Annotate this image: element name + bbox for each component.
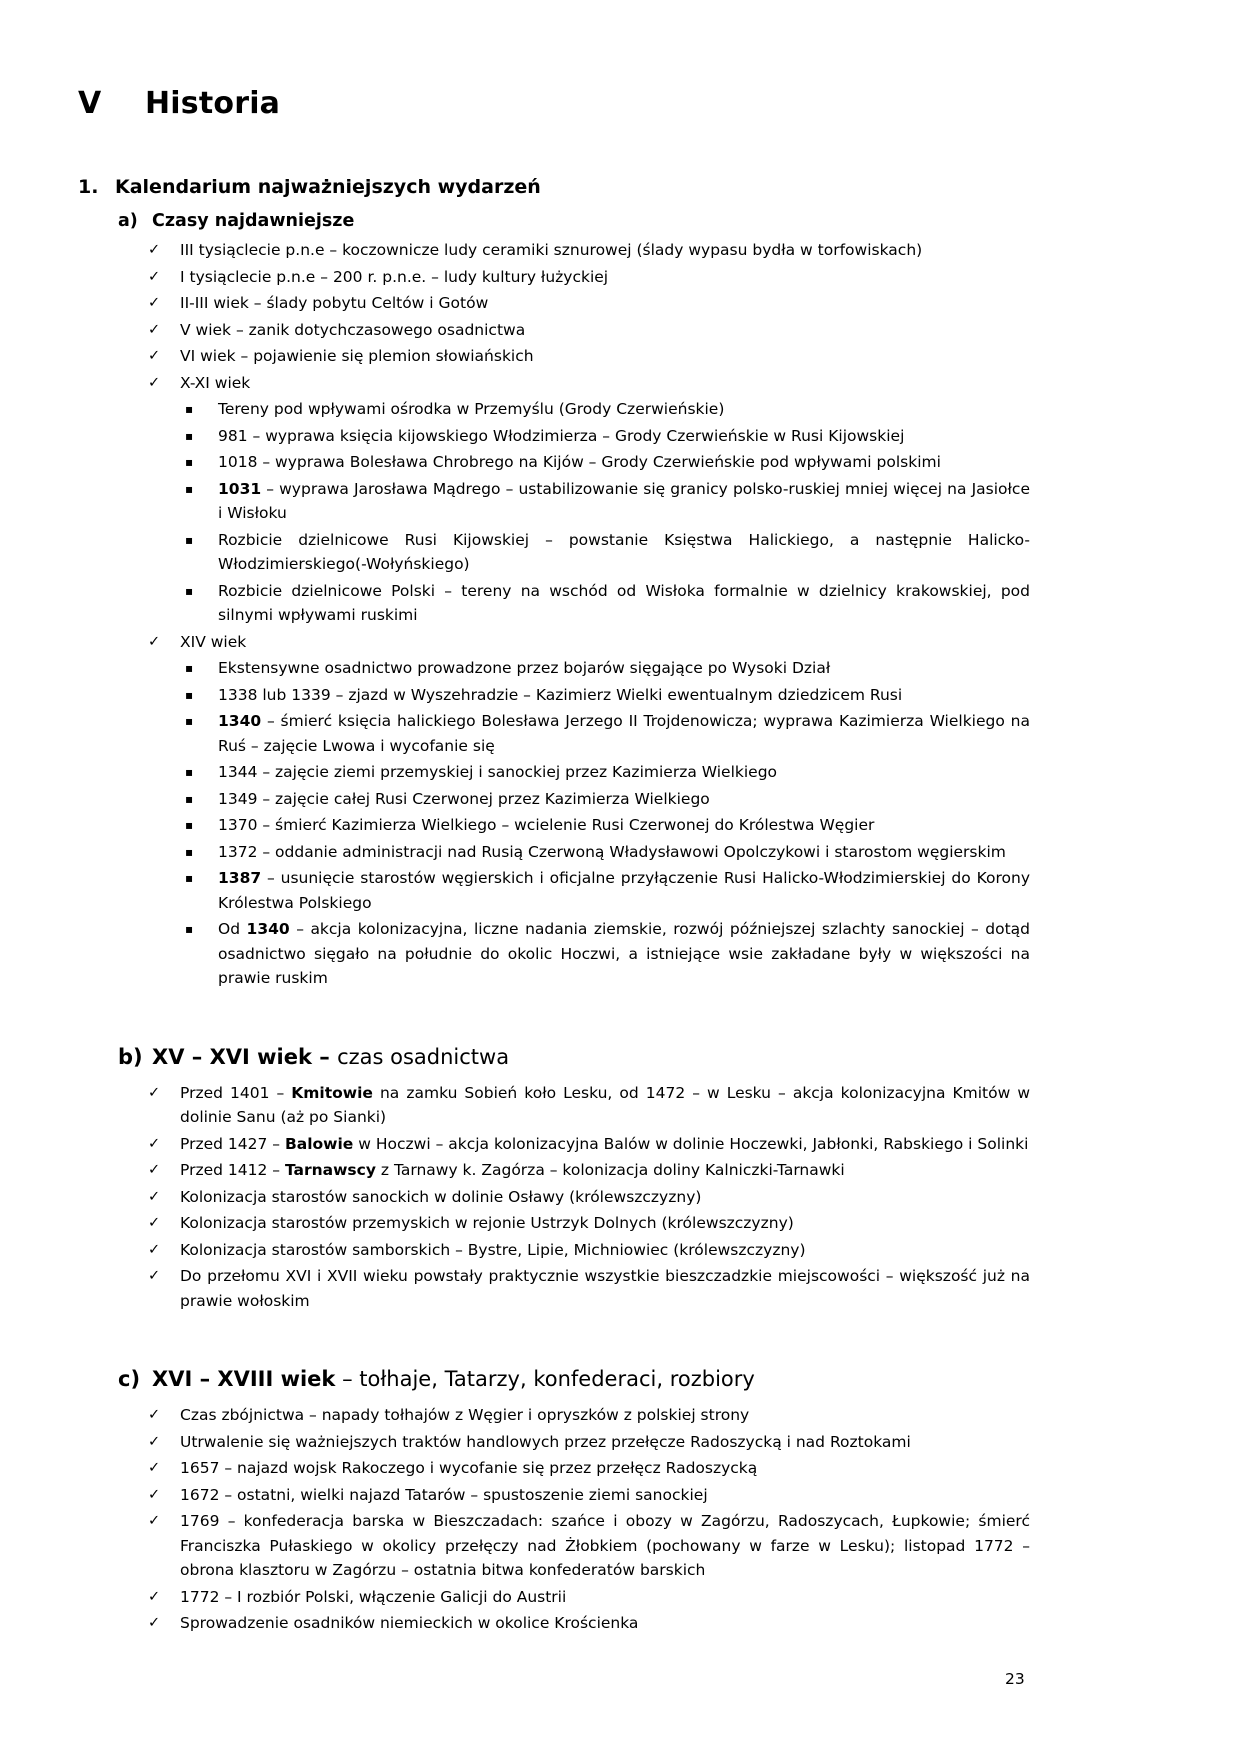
subsection-label: b) <box>118 1044 143 1069</box>
check-icon: ✓ <box>148 1162 161 1178</box>
list-item <box>185 397 1030 422</box>
item-text: Kolonizacja starostów samborskich – Bystre, Lipie, Michniowiec (królewszczyzny) <box>180 1240 806 1259</box>
check-icon: ✓ <box>148 295 161 311</box>
section-title: Kalendarium najważniejszych wydarzeń <box>115 176 541 198</box>
list-item <box>148 1132 1030 1157</box>
subsection-label: a) <box>118 211 138 231</box>
item-text-bold: Balowie <box>284 1134 354 1153</box>
item-text: X-XI wiek <box>180 373 251 392</box>
check-icon: ✓ <box>148 321 161 338</box>
chapter-number: V <box>78 86 102 121</box>
item-text-bold: 1387 <box>218 869 262 887</box>
item-text: Tereny pod wpływami ośrodka w Przemyślu (Grody Czerwieńskie) <box>218 400 725 418</box>
item-text-bold: Tarnawscy <box>284 1161 376 1179</box>
subsection-title-tail: – tołhaje, Tatarzy, konfederaci, rozbiory <box>335 1367 755 1391</box>
list-item <box>148 291 1030 316</box>
item-text: w Hoczwi – akcja kolonizacyjna Balów w dolinie Hoczewki, Jabłonki, Rabskiego i Solinki <box>353 1134 1029 1153</box>
list-item <box>185 917 1030 991</box>
chapter-title <box>78 86 1030 122</box>
list-item <box>148 318 1030 343</box>
item-text: 1657 – najazd wojsk Rakoczego i wycofanie się przez przełęcz Radoszycką <box>180 1459 758 1477</box>
list-item <box>148 265 1030 290</box>
item-text: Od <box>218 920 247 938</box>
subsection-a <box>78 209 1030 991</box>
square-bullet-icon: ▪ <box>185 428 194 443</box>
square-bullet-icon: ▪ <box>185 583 194 598</box>
square-bullet-icon: ▪ <box>185 661 194 675</box>
check-icon: ✓ <box>148 1407 161 1423</box>
subsection-title-tail: czas osadnictwa <box>337 1044 510 1069</box>
item-text: 1672 – ostatni, wielki najazd Tatarów – spustoszenie ziemi sanockiej <box>180 1485 708 1504</box>
section-heading <box>78 174 1030 200</box>
list-item <box>148 1403 1030 1428</box>
item-text: 1349 – zajęcie całej Rusi Czerwonej przez Kazimierza Wielkiego <box>218 789 710 808</box>
check-icon: ✓ <box>148 242 161 258</box>
item-text: Kolonizacja starostów sanockich w dolinie Osławy (królewszczyzny) <box>180 1187 702 1206</box>
item-text: I tysiąclecie p.n.e – 200 r. p.n.e. – ludy kultury łużyckiej <box>180 267 609 286</box>
list-item <box>185 579 1030 628</box>
check-icon: ✓ <box>148 633 161 650</box>
item-text: V wiek – zanik dotychczasowego osadnictwa <box>180 320 526 339</box>
item-text-bold: 1340 <box>246 920 290 938</box>
item-text: Kolonizacja starostów przemyskich w rejonie Ustrzyk Dolnych (królewszczyzny) <box>180 1214 794 1232</box>
item-text: 1769 – konfederacja barska w Bieszczadach: szańce i obozy w Zagórzu, Radoszycach, Łupkowie; śmierć Franciszka Pułaskiego w okolicy przełęczy nad Żłobkiem (pochowany w farze w Lesku); listopad 1772 – obrona klasztoru w Zagórzu – ostatnia bitwa konfederatów barskich <box>180 1512 1030 1579</box>
square-bullet-icon: ▪ <box>185 455 194 469</box>
check-icon: ✓ <box>148 1268 161 1284</box>
list-item <box>185 787 1030 812</box>
check-icon: ✓ <box>148 1486 161 1503</box>
list-item <box>148 1185 1030 1210</box>
list-item <box>148 1238 1030 1263</box>
check-icon: ✓ <box>148 1084 161 1101</box>
item-text: Przed 1412 – <box>180 1161 285 1179</box>
item-text: – akcja kolonizacyjna, liczne nadania ziemskie, rozwój późniejszej szlachty sanockiej – dotąd osadnictwo sięgało na południe do okolic Hoczwi, a istniejące wsie zakładane były w większości na prawie ruskim <box>218 920 1030 987</box>
list-item <box>148 238 1030 263</box>
item-text: Przed 1401 – <box>180 1083 292 1102</box>
list-item <box>148 1211 1030 1236</box>
square-bullet-icon: ▪ <box>185 844 194 859</box>
check-icon: ✓ <box>148 1460 161 1476</box>
square-bullet-icon: ▪ <box>185 765 194 779</box>
list-item <box>148 1509 1030 1583</box>
square-bullet-icon: ▪ <box>185 818 194 832</box>
subsection-list <box>78 238 1030 991</box>
check-icon: ✓ <box>148 1433 161 1450</box>
page-number: 23 <box>1005 1670 1025 1688</box>
subsection-title-bold: XV – XVI wiek – <box>152 1044 338 1069</box>
list-item <box>185 477 1030 526</box>
subsection-list <box>78 1081 1030 1314</box>
item-text: z Tarnawy k. Zagórza – kolonizacja doliny Kalniczki-Tarnawki <box>375 1161 845 1179</box>
list-item <box>148 1456 1030 1481</box>
square-bullet-icon: ▪ <box>185 922 194 936</box>
square-bullet-icon: ▪ <box>185 532 194 547</box>
chapter-name: Historia <box>145 86 281 121</box>
list-item <box>185 656 1030 681</box>
item-text: – wyprawa Jarosława Mądrego – ustabilizowanie się granicy polsko-ruskiej mniej więcej na Jasiołce i Wisłoku <box>218 479 1030 522</box>
subsection-b <box>78 1043 1030 1314</box>
list-item <box>148 344 1030 369</box>
square-bullet-icon: ▪ <box>185 687 194 702</box>
list-item <box>185 813 1030 838</box>
subsection-heading <box>118 1043 1030 1071</box>
section-number: 1. <box>78 176 99 198</box>
item-text: – śmierć księcia halickiego Bolesława Jerzego II Trojdenowicza; wyprawa Kazimierza Wielkiego na Ruś – zajęcie Lwowa i wycofanie się <box>218 712 1030 755</box>
check-icon: ✓ <box>148 268 161 285</box>
check-icon: ✓ <box>148 1588 161 1605</box>
check-icon: ✓ <box>148 1135 161 1152</box>
check-icon: ✓ <box>148 1241 161 1258</box>
item-text: Rozbicie dzielnicowe Rusi Kijowskiej – powstanie Księstwa Halickiego, a następnie Halicko-Włodzimierskiego(-Wołyńskiego) <box>218 530 1030 573</box>
list-item <box>148 1611 1030 1636</box>
item-text: Rozbicie dzielnicowe Polski – tereny na wschód od Wisłoka formalnie w dzielnicy krakowskiej, pod silnymi wpływami ruskimi <box>218 581 1030 624</box>
subsection-heading <box>118 1365 1030 1393</box>
list-item <box>185 709 1030 758</box>
item-text: Przed 1427 – <box>180 1134 285 1153</box>
item-text: III tysiąclecie p.n.e – koczownicze ludy ceramiki sznurowej (ślady wypasu bydła w torfowiskach) <box>180 241 923 259</box>
item-text: Do przełomu XVI i XVII wieku powstały praktycznie wszystkie bieszczadzkie miejscowości – większość już na prawie wołoskim <box>180 1267 1030 1310</box>
item-text: 1370 – śmierć Kazimierza Wielkiego – wcielenie Rusi Czerwonej do Królestwa Węgier <box>218 816 875 834</box>
subsection-label: c) <box>118 1367 141 1391</box>
subsection-heading <box>118 209 1030 233</box>
square-bullet-icon: ▪ <box>185 714 194 728</box>
item-text: VI wiek – pojawienie się plemion słowiańskich <box>180 347 534 365</box>
list-item <box>185 840 1030 865</box>
item-text: 981 – wyprawa księcia kijowskiego Włodzimierza – Grody Czerwieńskie w Rusi Kijowskiej <box>218 426 905 445</box>
square-bullet-icon: ▪ <box>185 791 194 806</box>
list-item <box>148 630 1030 655</box>
subsections <box>78 209 1030 1636</box>
list-item <box>148 1430 1030 1455</box>
item-text: 1772 – I rozbiór Polski, włączenie Galicji do Austrii <box>180 1587 567 1606</box>
list-item <box>185 450 1030 475</box>
subsection-list <box>78 1403 1030 1636</box>
subsection-title-bold: Czasy najdawniejsze <box>152 211 355 231</box>
list-item <box>148 1158 1030 1183</box>
check-icon: ✓ <box>148 374 161 391</box>
item-text: – usunięcie starostów węgierskich i oficjalne przyłączenie Rusi Halicko-Włodzimierskiej do Korony Królestwa Polskiego <box>218 869 1030 912</box>
list-item <box>148 1081 1030 1130</box>
item-text: 1018 – wyprawa Bolesława Chrobrego na Kijów – Grody Czerwieńskie pod wpływami polskimi <box>218 453 941 471</box>
square-bullet-icon: ▪ <box>185 871 194 885</box>
item-text: na zamku Sobień koło Lesku, od 1472 – w Lesku – akcja kolonizacyjna Kmitów w dolinie Sanu (aż po Sianki) <box>180 1083 1030 1126</box>
list-item <box>185 424 1030 449</box>
check-icon: ✓ <box>148 1188 161 1205</box>
item-text: 1344 – zajęcie ziemi przemyskiej i sanockiej przez Kazimierza Wielkiego <box>218 763 778 781</box>
item-text-bold: 1340 <box>218 712 262 730</box>
item-text: Ekstensywne osadnictwo prowadzone przez bojarów sięgające po Wysoki Dział <box>218 659 831 677</box>
list-item <box>185 866 1030 915</box>
item-text: Utrwalenie się ważniejszych traktów handlowych przez przełęcze Radoszycką i nad Roztokami <box>180 1432 911 1451</box>
subsection-c <box>78 1365 1030 1636</box>
check-icon: ✓ <box>148 1215 161 1231</box>
item-text: XIV wiek <box>180 632 247 651</box>
item-text: 1338 lub 1339 – zjazd w Wyszehradzie – Kazimierz Wielki ewentualnym dziedzicem Rusi <box>218 685 903 704</box>
item-text: Sprowadzenie osadników niemieckich w okolice Krościenka <box>180 1614 639 1632</box>
square-bullet-icon: ▪ <box>185 481 194 496</box>
page-content <box>78 86 1030 1638</box>
item-text-bold: 1031 <box>218 479 262 498</box>
subsection-title-bold: XVI – XVIII wiek <box>152 1367 336 1391</box>
item-text: II-III wiek – ślady pobytu Celtów i Gotów <box>180 294 489 312</box>
check-icon: ✓ <box>148 1615 161 1631</box>
check-icon: ✓ <box>148 348 161 364</box>
item-text-bold: Kmitowie <box>291 1083 373 1102</box>
square-bullet-icon: ▪ <box>185 402 194 416</box>
list-item <box>148 371 1030 396</box>
list-item <box>148 1483 1030 1508</box>
list-item <box>148 1264 1030 1313</box>
item-text: 1372 – oddanie administracji nad Rusią Czerwoną Władysławowi Opolczykowi i starostom węgierskim <box>218 842 1006 861</box>
list-item <box>185 760 1030 785</box>
list-item <box>185 683 1030 708</box>
item-text: Czas zbójnictwa – napady tołhajów z Węgier i opryszków z polskiej strony <box>180 1406 750 1424</box>
list-item <box>148 1585 1030 1610</box>
list-item <box>185 528 1030 577</box>
check-icon: ✓ <box>148 1513 161 1529</box>
